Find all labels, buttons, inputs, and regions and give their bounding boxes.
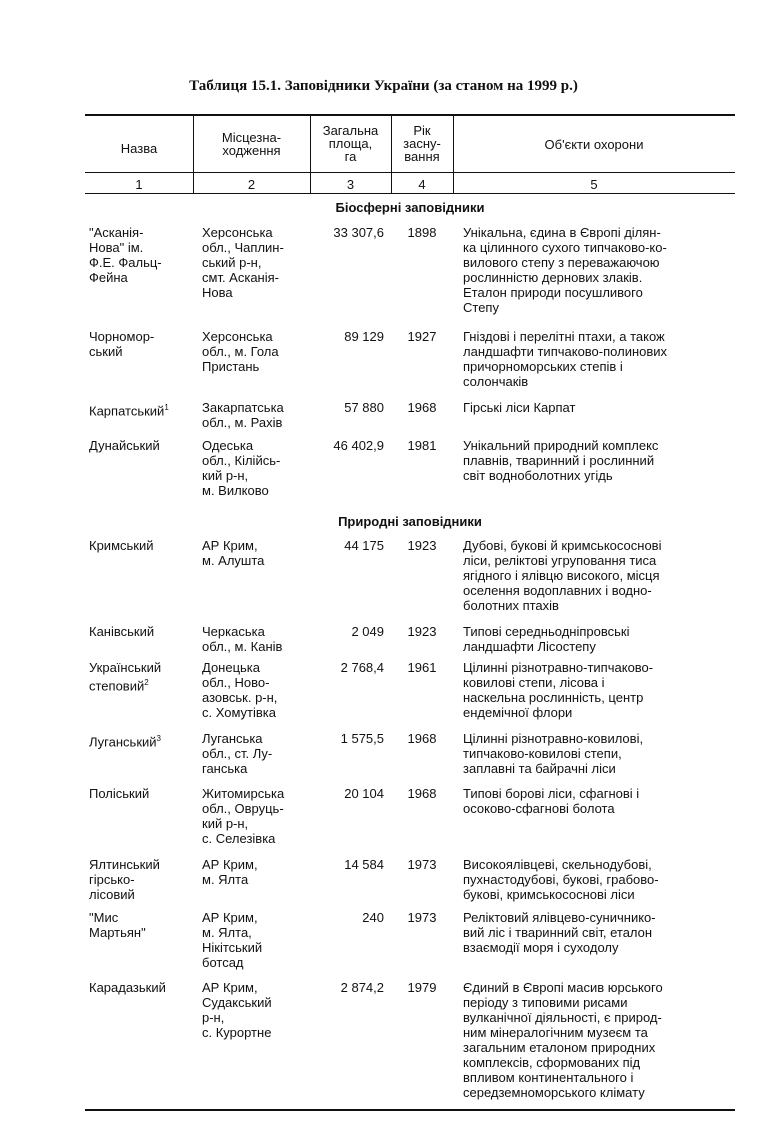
footnote-mark: 2 — [144, 678, 149, 687]
cell-objects: Типові середньодніпровські ландшафти Лісостепу — [463, 624, 630, 654]
column-number-1: 1 — [135, 177, 143, 192]
cell-objects: Реліктовий ялівцево-суничнико- вий ліс і тваринний світ, еталон взаємодії моря і суходолу — [463, 910, 656, 955]
cell-year: 1979 — [407, 980, 437, 995]
cell-name: Поліський — [89, 786, 150, 801]
cell-name: Карадазький — [89, 980, 166, 995]
cell-area: 46 402,9 — [333, 438, 384, 453]
cell-name — [89, 731, 161, 749]
cell-year: 1973 — [407, 857, 437, 872]
bottom-rule — [85, 1109, 735, 1111]
header-location: Місцезна- ходження — [221, 130, 282, 158]
cell-objects: Унікальна, єдина в Європі ділян- ка цілинного сухого типчаково-ко- вилового степу з переважаючою рослинністю дернових злаків. Еталон природи посушливого Степу — [463, 225, 667, 315]
cell-area: 240 — [362, 910, 384, 925]
cell-objects: Гніздові і перелітні птахи, а також ландшафти типчаково-полинових причорноморських степів і солончаків — [463, 329, 668, 389]
cell-year: 1968 — [407, 786, 437, 801]
header-divider — [85, 172, 735, 173]
cell-area: 57 880 — [344, 400, 384, 415]
cell-location: Житомирська обл., Овруць- кий р-н, с. Селезівка — [202, 786, 285, 846]
cell-objects: Високоялівцеві, скельнодубові, пухнастодубові, букові, грабово- букові, кримськососнові ліси — [463, 857, 659, 902]
cell-area: 2 874,2 — [340, 980, 384, 995]
cell-name: Канівський — [89, 624, 155, 639]
footnote-mark: 1 — [164, 403, 169, 412]
column-number-5: 5 — [590, 177, 598, 192]
cell-name: "Асканія- Нова" ім. Ф.Е. Фальц- Фейна — [89, 225, 162, 285]
cell-name — [89, 660, 161, 693]
cell-location: АР Крим, м. Ялта, Нікітський ботсад — [202, 910, 263, 970]
header-name: Назва — [120, 141, 158, 156]
cell-name: Чорномор- ський — [89, 329, 155, 359]
cell-name — [89, 400, 169, 418]
cell-location: Луганська обл., ст. Лу- ганська — [202, 731, 273, 776]
cell-area: 2 049 — [351, 624, 384, 639]
numbers-divider — [85, 193, 735, 194]
header-area: Загальна площа, га — [322, 123, 379, 164]
cell-objects: Унікальний природний комплекс плавнів, тваринний і рослинний світ водноболотних угідь — [463, 438, 659, 483]
section-title-natural: Природні заповідники — [338, 514, 482, 529]
cell-location: Черкаська обл., м. Канів — [202, 624, 283, 654]
cell-location: Херсонська обл., Чаплин- ський р-н, смт. Асканія- Нова — [202, 225, 284, 300]
cell-objects: Типові борові ліси, сфагнові і осоково-сфагнові болота — [463, 786, 640, 816]
cell-year: 1927 — [407, 329, 437, 344]
column-number-3: 3 — [346, 177, 355, 192]
cell-area: 44 175 — [344, 538, 384, 553]
cell-name-text: Карпатський — [89, 403, 165, 419]
top-rule — [85, 114, 735, 116]
cell-name: Кримський — [89, 538, 154, 553]
cell-location: Закарпатська обл., м. Рахів — [202, 400, 284, 430]
cell-name: "Мис Мартьян" — [89, 910, 146, 940]
cell-area: 33 307,6 — [333, 225, 384, 240]
cell-year: 1981 — [407, 438, 437, 453]
cell-year: 1961 — [407, 660, 437, 675]
cell-objects: Цілинні різнотравно-ковилові, типчаково-ковилові степи, заплавні та байрачні ліси — [463, 731, 644, 776]
cell-name: Ялтинський гірсько- лісовий — [89, 857, 160, 902]
cell-area: 14 584 — [344, 857, 384, 872]
column-number-2: 2 — [247, 177, 256, 192]
cell-location: АР Крим, Судакський р-н, с. Курортне — [202, 980, 272, 1040]
cell-area: 89 129 — [344, 329, 384, 344]
header-objects: Об'єкти охорони — [544, 137, 644, 152]
cell-location: АР Крим, м. Алушта — [202, 538, 265, 568]
cell-objects: Цілинні різнотравно-типчаково- ковилові степи, лісова і наскельна рослинність, центр ендемічної флори — [463, 660, 654, 720]
cell-objects: Дубові, букові й кримськососнові ліси, реліктові угруповання тиса ягідного і ялівцю високого, місця оселення водоплавних і водно- болотних птахів — [463, 538, 662, 613]
cell-objects: Гірські ліси Карпат — [463, 400, 576, 415]
cell-name-text: Український степовий — [89, 660, 162, 694]
cell-year: 1923 — [407, 624, 437, 639]
cell-area: 1 575,5 — [340, 731, 384, 746]
cell-year: 1973 — [407, 910, 437, 925]
section-title-biosphere: Біосферні заповідники — [335, 200, 485, 215]
cell-year: 1968 — [407, 400, 437, 415]
cell-name: Дунайський — [89, 438, 160, 453]
cell-location: АР Крим, м. Ялта — [202, 857, 258, 887]
cell-location: Одеська обл., Кілійсь- кий р-н, м. Вилково — [202, 438, 281, 498]
cell-year: 1898 — [407, 225, 437, 240]
cell-location: Херсонська обл., м. Гола Пристань — [202, 329, 279, 374]
table-caption: Таблиця 15.1. Заповідники України (за станом на 1999 р.) — [189, 78, 578, 94]
cell-location: Донецька обл., Ново- азовськ. р-н, с. Хомутівка — [202, 660, 278, 720]
cell-objects: Єдиний в Європі масив юрського періоду з типовими рисами вулканічної діяльності, є природ- ним мінералогічним музеєм та загальним еталоном природних комплексів, сформованих під впливом континентального і середземноморського клімату — [463, 980, 663, 1100]
column-number-4: 4 — [418, 177, 426, 192]
cell-area: 20 104 — [344, 786, 384, 801]
header-year: Рік засну- вання — [403, 123, 441, 164]
cell-year: 1923 — [407, 538, 437, 553]
cell-name-text: Луганський — [89, 734, 157, 750]
footnote-mark: 3 — [156, 734, 161, 743]
cell-year: 1968 — [407, 731, 437, 746]
cell-area: 2 768,4 — [340, 660, 384, 675]
